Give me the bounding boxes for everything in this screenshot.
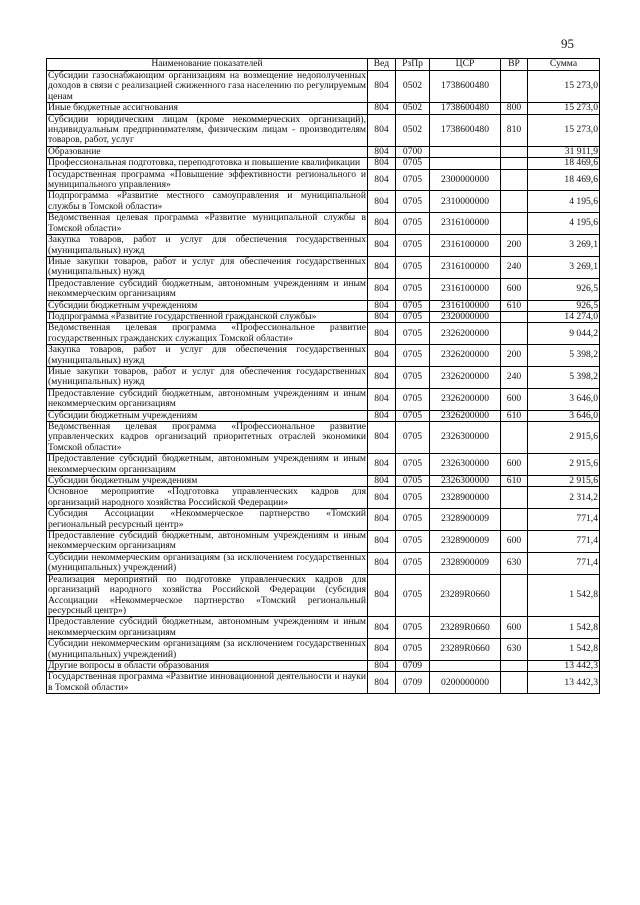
cell-csr: 2316100000 bbox=[430, 235, 501, 257]
cell-rzpr: 0705 bbox=[396, 191, 430, 213]
cell-ved: 804 bbox=[368, 388, 396, 410]
table-row bbox=[47, 169, 600, 191]
cell-rzpr: 0705 bbox=[396, 454, 430, 476]
cell-vr: 600 bbox=[501, 531, 528, 553]
cell-vr: 240 bbox=[501, 366, 528, 388]
header-csr: ЦСР bbox=[430, 59, 501, 71]
cell-sum: 31 911,9 bbox=[528, 146, 600, 157]
table-row bbox=[47, 323, 600, 345]
cell-name: Основное мероприятие «Подготовка управленческих кадров для организаций народного хозяйства Российской Федерации» bbox=[48, 486, 366, 508]
table-row bbox=[47, 639, 600, 661]
cell-ved: 804 bbox=[368, 617, 396, 639]
header-vr: ВР bbox=[501, 59, 528, 71]
budget-table bbox=[46, 58, 600, 694]
cell-name: Субсидии газоснабжающим организациям на возмещение недополученных доходов в связи с реализацией сжиженного газа населению по регулируемым ценам bbox=[48, 70, 366, 102]
cell-ved: 804 bbox=[368, 278, 396, 300]
cell-vr: 800 bbox=[501, 103, 528, 114]
cell-ved: 804 bbox=[368, 114, 396, 146]
cell-sum: 771,4 bbox=[528, 552, 600, 574]
cell-csr bbox=[430, 146, 501, 157]
cell-ved: 804 bbox=[368, 300, 396, 311]
cell-ved: 804 bbox=[368, 345, 396, 367]
cell-csr: 1738600480 bbox=[430, 103, 501, 114]
table-row bbox=[47, 388, 600, 410]
cell-vr bbox=[501, 213, 528, 235]
cell-rzpr: 0705 bbox=[396, 311, 430, 322]
cell-rzpr: 0705 bbox=[396, 323, 430, 345]
cell-name: Предоставление субсидий бюджетным, автономным учреждениям и иным некоммерческим организациям bbox=[48, 453, 366, 475]
header-sum: Сумма bbox=[528, 59, 600, 71]
table-row bbox=[47, 311, 600, 322]
cell-rzpr: 0705 bbox=[396, 487, 430, 509]
cell-ved: 804 bbox=[368, 213, 396, 235]
cell-name: Субсидии некоммерческим организациям (за исключением государственных (муниципальных) учреждений) bbox=[48, 638, 366, 660]
cell-ved: 804 bbox=[368, 672, 396, 694]
cell-ved: 804 bbox=[368, 639, 396, 661]
header-ved: Вед bbox=[368, 59, 396, 71]
table-row bbox=[47, 509, 600, 531]
header-rzpr: РзПр bbox=[396, 59, 430, 71]
cell-csr: 2326300000 bbox=[430, 454, 501, 476]
cell-name: Иные закупки товаров, работ и услуг для обеспечения государственных (муниципальных) нужд bbox=[48, 255, 366, 278]
cell-csr: 2328900009 bbox=[430, 552, 501, 574]
cell-sum: 3 269,1 bbox=[528, 256, 600, 278]
cell-sum: 2 314,2 bbox=[528, 487, 600, 509]
cell-vr bbox=[501, 191, 528, 213]
cell-name: Закупка товаров, работ и услуг для обеспечения государственных (муниципальных) нужд bbox=[48, 344, 366, 366]
cell-vr: 610 bbox=[501, 410, 528, 421]
header-name: Наименование показателей bbox=[47, 59, 368, 71]
cell-name: Субсидии юридическим лицам (кроме некоммерческих организаций), индивидуальным предпринимателям, физическим лицам - производителям товаров, работ, услуг bbox=[48, 113, 366, 146]
cell-rzpr: 0709 bbox=[396, 672, 430, 694]
cell-ved: 804 bbox=[368, 158, 396, 169]
cell-sum: 771,4 bbox=[528, 531, 600, 553]
cell-name: Образование bbox=[47, 146, 368, 157]
cell-sum: 771,4 bbox=[528, 509, 600, 531]
cell-rzpr: 0705 bbox=[396, 552, 430, 574]
cell-rzpr: 0502 bbox=[396, 71, 430, 103]
cell-sum: 2 915,6 bbox=[528, 422, 600, 454]
cell-rzpr: 0705 bbox=[396, 300, 430, 311]
cell-rzpr: 0705 bbox=[396, 235, 430, 257]
cell-name: Закупка товаров, работ и услуг для обеспечения государственных (муниципальных) нужд bbox=[48, 234, 366, 256]
cell-ved: 804 bbox=[368, 487, 396, 509]
cell-vr bbox=[501, 487, 528, 509]
cell-csr: 23289R0660 bbox=[430, 617, 501, 639]
cell-ved: 804 bbox=[368, 454, 396, 476]
cell-rzpr: 0705 bbox=[396, 158, 430, 169]
cell-vr bbox=[501, 169, 528, 191]
cell-vr: 600 bbox=[501, 617, 528, 639]
cell-ved: 804 bbox=[368, 256, 396, 278]
cell-name: Предоставление субсидий бюджетным, автономным учреждениям и иным некоммерческим организациям bbox=[48, 616, 366, 638]
cell-name: Реализация мероприятий по подготовке управленческих кадров для организаций народного хозяйства Российской Федерации (субсидия Ассоциации «Некоммерческое партнерство «Томский региональный ресурсный центр») bbox=[48, 573, 366, 616]
cell-rzpr: 0705 bbox=[396, 509, 430, 531]
cell-rzpr: 0705 bbox=[396, 278, 430, 300]
cell-csr: 2328900009 bbox=[430, 509, 501, 531]
cell-sum: 4 195,6 bbox=[528, 191, 600, 213]
cell-sum: 4 195,6 bbox=[528, 213, 600, 235]
table-row bbox=[47, 71, 600, 103]
cell-sum: 3 269,1 bbox=[528, 235, 600, 257]
cell-sum: 18 469,6 bbox=[528, 169, 600, 191]
table-row bbox=[47, 552, 600, 574]
cell-name: Ведомственная целевая программа «Профессиональное развитие государственных гражданских служащих Томской области» bbox=[48, 322, 366, 344]
table-row bbox=[47, 158, 600, 169]
cell-name: Предоставление субсидий бюджетным, автономным учреждениям и иным некоммерческим организациям bbox=[48, 387, 366, 410]
cell-rzpr: 0705 bbox=[396, 476, 430, 487]
table-row bbox=[47, 660, 600, 671]
cell-name: Субсидии некоммерческим организациям (за исключением государственных (муниципальных) учреждений) bbox=[48, 551, 366, 574]
cell-name: Другие вопросы в области образования bbox=[47, 660, 368, 671]
table-row bbox=[47, 213, 600, 235]
cell-rzpr: 0705 bbox=[396, 169, 430, 191]
table-row bbox=[47, 454, 600, 476]
cell-vr: 810 bbox=[501, 114, 528, 146]
cell-vr bbox=[501, 672, 528, 694]
cell-csr: 2316100000 bbox=[430, 300, 501, 311]
cell-vr: 630 bbox=[501, 639, 528, 661]
cell-sum: 13 442,3 bbox=[528, 660, 600, 671]
cell-rzpr: 0700 bbox=[396, 146, 430, 157]
table-row bbox=[47, 235, 600, 257]
cell-rzpr: 0705 bbox=[396, 410, 430, 421]
cell-sum: 14 274,0 bbox=[528, 311, 600, 322]
cell-ved: 804 bbox=[368, 71, 396, 103]
cell-rzpr: 0709 bbox=[396, 660, 430, 671]
table-row bbox=[47, 617, 600, 639]
cell-csr: 2326200000 bbox=[430, 366, 501, 388]
cell-vr: 610 bbox=[501, 300, 528, 311]
cell-vr: 630 bbox=[501, 552, 528, 574]
cell-rzpr: 0705 bbox=[396, 639, 430, 661]
cell-csr: 0200000000 bbox=[430, 672, 501, 694]
cell-csr: 2326200000 bbox=[430, 323, 501, 345]
cell-vr: 600 bbox=[501, 388, 528, 410]
cell-ved: 804 bbox=[368, 531, 396, 553]
cell-sum: 926,5 bbox=[528, 278, 600, 300]
cell-name: Ведомственная целевая программа «Развитие муниципальной службы в Томской области» bbox=[48, 212, 366, 234]
cell-csr: 2326300000 bbox=[430, 422, 501, 454]
table-row bbox=[47, 574, 600, 617]
cell-csr: 2328900009 bbox=[430, 531, 501, 553]
table-row bbox=[47, 114, 600, 146]
cell-name: Предоставление субсидий бюджетным, автономным учреждениям и иным некоммерческим организациям bbox=[48, 530, 366, 552]
cell-name: Иные закупки товаров, работ и услуг для обеспечения государственных (муниципальных) нужд bbox=[48, 365, 366, 388]
cell-rzpr: 0502 bbox=[396, 103, 430, 114]
cell-ved: 804 bbox=[368, 660, 396, 671]
cell-csr: 2316100000 bbox=[430, 256, 501, 278]
cell-csr: 2320000000 bbox=[430, 311, 501, 322]
cell-sum: 15 273,0 bbox=[528, 71, 600, 103]
cell-vr: 610 bbox=[501, 476, 528, 487]
cell-name: Субсидии бюджетным учреждениям bbox=[47, 300, 368, 311]
cell-sum: 9 044,2 bbox=[528, 323, 600, 345]
cell-vr bbox=[501, 422, 528, 454]
cell-sum: 13 442,3 bbox=[528, 672, 600, 694]
cell-sum: 18 469,6 bbox=[528, 158, 600, 169]
cell-csr bbox=[430, 660, 501, 671]
cell-csr: 2326200000 bbox=[430, 388, 501, 410]
cell-ved: 804 bbox=[368, 366, 396, 388]
table-row bbox=[47, 487, 600, 509]
table-row bbox=[47, 531, 600, 553]
cell-csr: 1738600480 bbox=[430, 71, 501, 103]
cell-name: Субсидии бюджетным учреждениям bbox=[47, 410, 368, 421]
page-number: 95 bbox=[561, 36, 574, 51]
cell-name: Профессиональная подготовка, переподготовка и повышение квалификации bbox=[47, 158, 368, 169]
cell-ved: 804 bbox=[368, 235, 396, 257]
cell-csr bbox=[430, 158, 501, 169]
table-row bbox=[47, 476, 600, 487]
cell-vr: 200 bbox=[501, 235, 528, 257]
cell-ved: 804 bbox=[368, 323, 396, 345]
cell-csr: 23289R0660 bbox=[430, 639, 501, 661]
cell-csr: 2328900000 bbox=[430, 487, 501, 509]
cell-rzpr: 0705 bbox=[396, 617, 430, 639]
cell-sum: 3 646,0 bbox=[528, 410, 600, 421]
cell-name: Подпрограмма «Развитие местного самоуправления и муниципальной службы в Томской области» bbox=[48, 190, 366, 212]
cell-ved: 804 bbox=[368, 574, 396, 617]
cell-rzpr: 0705 bbox=[396, 422, 430, 454]
cell-ved: 804 bbox=[368, 476, 396, 487]
cell-vr: 200 bbox=[501, 345, 528, 367]
table-row bbox=[47, 278, 600, 300]
cell-name: Субсидия Ассоциации «Некоммерческое партнерство «Томский региональный ресурсный центр» bbox=[48, 508, 366, 530]
cell-vr bbox=[501, 158, 528, 169]
cell-sum: 5 398,2 bbox=[528, 345, 600, 367]
cell-vr bbox=[501, 509, 528, 531]
cell-ved: 804 bbox=[368, 169, 396, 191]
table-row bbox=[47, 366, 600, 388]
cell-name: Государственная программа «Развитие инновационной деятельности и науки в Томской области» bbox=[48, 671, 366, 693]
cell-ved: 804 bbox=[368, 191, 396, 213]
cell-rzpr: 0705 bbox=[396, 256, 430, 278]
cell-rzpr: 0705 bbox=[396, 574, 430, 617]
cell-csr: 1738600480 bbox=[430, 114, 501, 146]
cell-vr bbox=[501, 311, 528, 322]
table-row bbox=[47, 672, 600, 694]
cell-sum: 3 646,0 bbox=[528, 388, 600, 410]
cell-rzpr: 0502 bbox=[396, 114, 430, 146]
cell-rzpr: 0705 bbox=[396, 388, 430, 410]
cell-sum: 1 542,8 bbox=[528, 617, 600, 639]
cell-csr: 2310000000 bbox=[430, 191, 501, 213]
table-row bbox=[47, 300, 600, 311]
cell-vr bbox=[501, 71, 528, 103]
cell-sum: 1 542,8 bbox=[528, 639, 600, 661]
cell-csr: 2326300000 bbox=[430, 476, 501, 487]
cell-sum: 926,5 bbox=[528, 300, 600, 311]
cell-vr bbox=[501, 660, 528, 671]
cell-vr bbox=[501, 146, 528, 157]
cell-ved: 804 bbox=[368, 552, 396, 574]
cell-ved: 804 bbox=[368, 103, 396, 114]
cell-rzpr: 0705 bbox=[396, 366, 430, 388]
cell-csr: 23289R0660 bbox=[430, 574, 501, 617]
cell-name: Предоставление субсидий бюджетным, автономным учреждениям и иным некоммерческим организациям bbox=[48, 277, 366, 300]
cell-vr: 600 bbox=[501, 454, 528, 476]
cell-csr: 2316100000 bbox=[430, 278, 501, 300]
cell-csr: 2326200000 bbox=[430, 410, 501, 421]
cell-csr: 2326200000 bbox=[430, 345, 501, 367]
cell-csr: 2316100000 bbox=[430, 213, 501, 235]
cell-name: Государственная программа «Повышение эффективности регионального и муниципального управления» bbox=[48, 168, 366, 191]
cell-ved: 804 bbox=[368, 146, 396, 157]
cell-vr bbox=[501, 323, 528, 345]
cell-name: Ведомственная целевая программа «Профессиональное развитие управленческих кадров организаций приоритетных отраслей экономики Томской области» bbox=[48, 421, 366, 453]
cell-ved: 804 bbox=[368, 410, 396, 421]
cell-sum: 1 542,8 bbox=[528, 574, 600, 617]
table-row bbox=[47, 256, 600, 278]
table-row bbox=[47, 103, 600, 114]
table-row bbox=[47, 410, 600, 421]
table-row bbox=[47, 146, 600, 157]
cell-sum: 2 915,6 bbox=[528, 476, 600, 487]
cell-sum: 15 273,0 bbox=[528, 114, 600, 146]
cell-sum: 15 273,0 bbox=[528, 103, 600, 114]
cell-vr: 600 bbox=[501, 278, 528, 300]
table-row bbox=[47, 191, 600, 213]
cell-name: Подпрограмма «Развитие государственной гражданской службы» bbox=[47, 311, 368, 322]
cell-rzpr: 0705 bbox=[396, 213, 430, 235]
cell-ved: 804 bbox=[368, 311, 396, 322]
cell-ved: 804 bbox=[368, 509, 396, 531]
cell-sum: 2 915,6 bbox=[528, 454, 600, 476]
cell-name: Субсидии бюджетным учреждениям bbox=[47, 476, 368, 487]
table-row bbox=[47, 422, 600, 454]
cell-vr: 240 bbox=[501, 256, 528, 278]
cell-ved: 804 bbox=[368, 422, 396, 454]
cell-rzpr: 0705 bbox=[396, 345, 430, 367]
cell-name: Иные бюджетные ассигнования bbox=[47, 103, 368, 114]
cell-rzpr: 0705 bbox=[396, 531, 430, 553]
cell-vr bbox=[501, 574, 528, 617]
table-row bbox=[47, 345, 600, 367]
table-header-row bbox=[47, 59, 600, 71]
cell-sum: 5 398,2 bbox=[528, 366, 600, 388]
cell-csr: 2300000000 bbox=[430, 169, 501, 191]
